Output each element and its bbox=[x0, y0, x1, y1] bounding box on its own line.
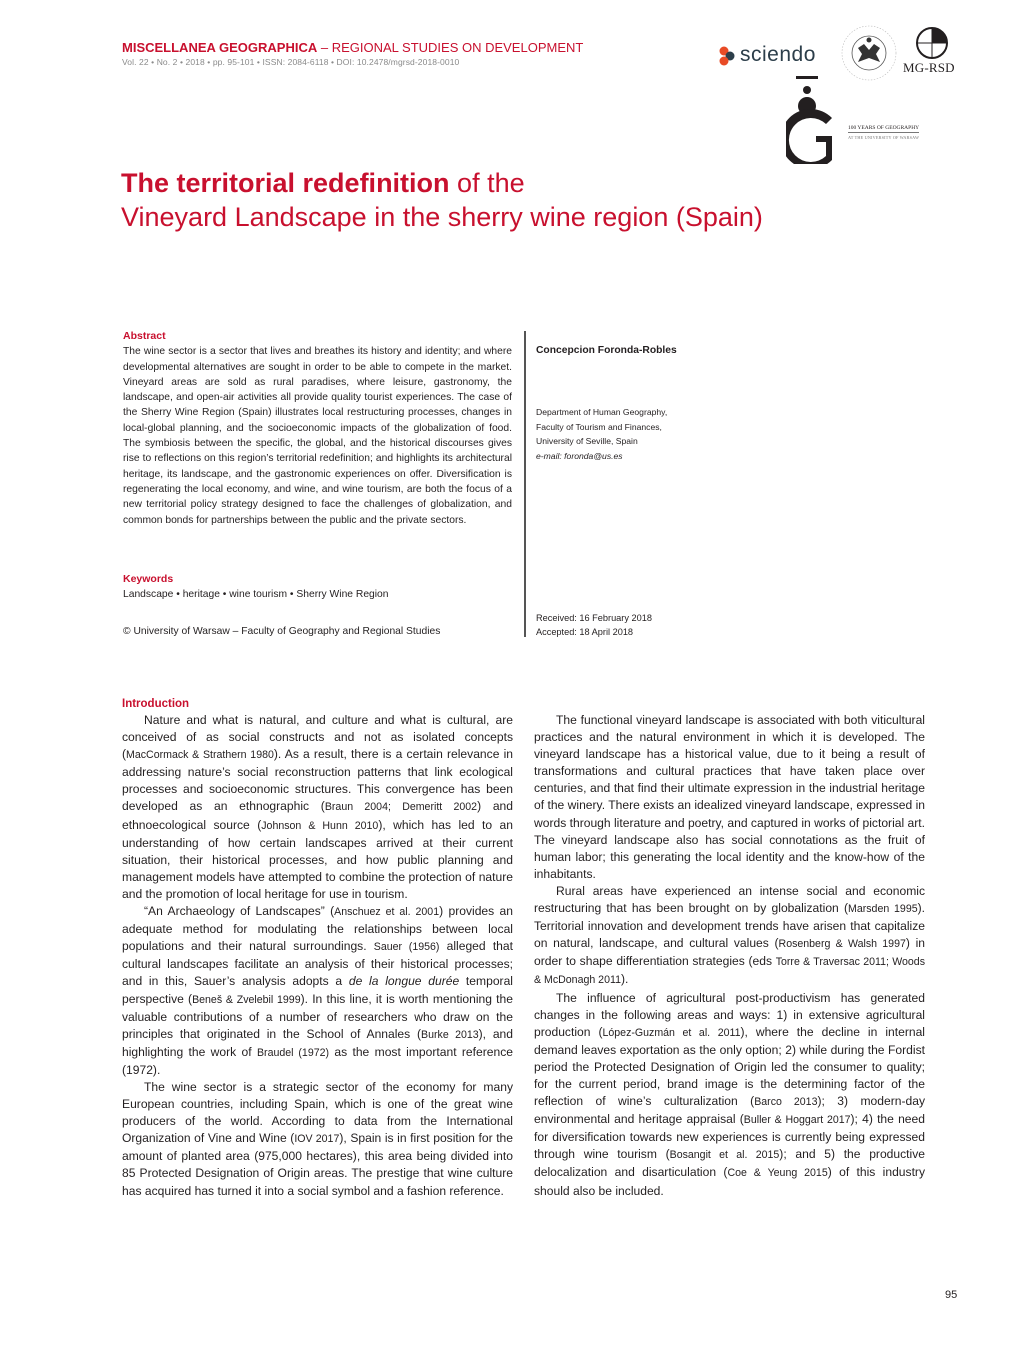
abstract-text: The wine sector is a sector that lives and breathes its history and identity; and where developmental alternatives are sought in order to be able to compete in the market. Vineyard areas are sold as rural paradises, where leisure, gastronomy, the landscape, and open-air activities all provide quality tourist experiences. The case of the Sherry Wine Region (Spain) illustrates local restructuring processes, changes in local-global planning, and the socioeconomic impacts of the globalization of food. The symbiosis between the specific, the global, and the historical discourses gives rise to reflections on this region’s territorial redefinition; and highlights its architectural heritage, its landscape, and the gastronomic experiences on offer. Diversification is regenerating the local economy, and wine, and wine tourism, are both the focus of a new territorial policy strategy designed to face the challenges of globalization, and common bonds for partnerships between the public and the private sectors. bbox=[123, 346, 512, 526]
citation: Coe & Yeung 2015 bbox=[727, 1167, 828, 1180]
text-run: ) of this industry should also be included. bbox=[534, 1165, 926, 1198]
text-run: ). As a result, there is a certain relevance in addressing nature’s social reconstruction patterns that link ecological processes and socioeconomic structures. This convergence has been developed as an ethnographic ( bbox=[122, 747, 513, 814]
affiliation-department: Department of Human Geography, bbox=[536, 407, 668, 417]
text-run: ). In this line, it is worth mentioning the valuable contributions of a number of researchers who draw on the principles that originated in the School of Annales ( bbox=[122, 991, 513, 1041]
citation: Burke 2013 bbox=[421, 1028, 479, 1041]
citation: MacCormack & Strathern 1980 bbox=[126, 749, 274, 762]
keywords-block bbox=[123, 572, 512, 603]
sciendo-wordmark: sciendo bbox=[740, 43, 816, 66]
body-paragraph bbox=[122, 1079, 513, 1200]
journal-name-rest: – REGIONAL STUDIES ON DEVELOPMENT bbox=[317, 40, 584, 55]
text-run: ), and highlighting the work of bbox=[122, 1026, 514, 1059]
abstract-block bbox=[123, 329, 512, 528]
copyright-notice: © University of Warsaw – Faculty of Geography and Regional Studies bbox=[123, 626, 441, 637]
text-run: ); and 5) the productive delocalization and disarticulation ( bbox=[534, 1147, 925, 1180]
received-date: Received: 16 February 2018 bbox=[536, 613, 652, 623]
citation: Bosangit et al. 2015 bbox=[669, 1149, 780, 1162]
text-run: ); 4) the need for diversification towards new experiences is currently being expressed through wine tourism ( bbox=[534, 1112, 925, 1162]
wgsr-caption-line2: AT THE UNIVERSITY OF WARSAW bbox=[848, 132, 919, 141]
text-run: alleged that cultural landscapes facilitate an analysis of their historical processes; and in this, Sauer’s analysis adopts a bbox=[122, 939, 513, 989]
body-column-left bbox=[122, 696, 513, 1200]
globe-icon bbox=[915, 26, 949, 60]
text-run: ) provides an adequate method for modulating the relationships between local populations and their natural surroundings. bbox=[122, 904, 514, 954]
citation: Torre & Traversac 2011; Woods & McDonagh 2011 bbox=[534, 956, 925, 987]
wgsr-caption-line1: 100 YEARS OF GEOGRAPHY bbox=[848, 125, 920, 131]
text-run: “An Archaeology of Landscapes” ( bbox=[144, 904, 335, 919]
page-number: 95 bbox=[945, 1289, 958, 1301]
text-run: as the most important reference (1972). bbox=[122, 1044, 513, 1077]
citation: Rosenberg & Walsh 1997 bbox=[778, 938, 906, 951]
italic-term: de la longue durée bbox=[348, 974, 460, 989]
text-run: ), where the decline in internal demand leaves exportation as the only option; 2) while during the Fordist period the Protected Designation of Origin led the consumer to quality; for the current period, brand image is the determining factor of the reflection of wine’s culturalization ( bbox=[534, 1024, 925, 1109]
body-paragraph bbox=[534, 712, 925, 883]
mgrsd-logo bbox=[903, 26, 961, 76]
accepted-date: Accepted: 18 April 2018 bbox=[536, 626, 634, 637]
author-email[interactable] bbox=[536, 449, 667, 464]
author-affiliation bbox=[536, 405, 667, 463]
abstract-label: Abstract bbox=[123, 330, 166, 342]
citation: Anschuez et al. 2001 bbox=[334, 906, 440, 919]
text-run: The influence of agricultural post-productivism has generated changes in the following areas and ways: 1) in extensive agricultural production ( bbox=[534, 990, 925, 1039]
text-run: Nature and what is natural, and culture and what is cultural, are conceived of as social constructs and not as isolated concepts ( bbox=[122, 713, 513, 762]
text-run: ), which has led to an understanding of how certain landscapes arrived at their current situation, their historical processes, and how public planning and management models have attempted to combine the protection of nature and the promotion of local heritage for use in tourism. bbox=[122, 817, 513, 901]
body-paragraph bbox=[122, 712, 513, 903]
text-run: ) in order to shape differentiation strategies (eds bbox=[534, 936, 925, 969]
author-email-text[interactable]: e-mail: foronda@us.es bbox=[536, 450, 623, 461]
title-rest: of the bbox=[449, 168, 525, 198]
affiliation-university: University of Seville, Spain bbox=[536, 436, 638, 446]
text-run: ); 3) modern-day environmental and heritage appraisal ( bbox=[534, 1094, 925, 1127]
sciendo-logo bbox=[718, 42, 833, 70]
vertical-divider bbox=[524, 331, 526, 637]
title-bold: The territorial redefinition bbox=[121, 168, 450, 198]
citation: Beneš & Zvelebil 1999 bbox=[192, 993, 301, 1006]
text-run: The functional vineyard landscape is associated with both viticultural practices and the natural environment in which it is developed. The vineyard landscape has a historical value, due to it being a result of transformations and cultural practices that have taken place over centuries, and that find their ultimate expression in the industrial heritage of the winery. There exists an idealized vineyard landscape, expressed in words through literature and poetry, and captured in works of pictorial art. The vineyard landscape also has social connotations as the fruit of human labor; this generating the local identity and the know-how of the inhabitants. bbox=[534, 713, 926, 881]
citation: Johnson & Hunn 2010 bbox=[261, 819, 379, 832]
introduction-heading: Introduction bbox=[122, 698, 190, 710]
citation: Braudel (1972) bbox=[256, 1046, 330, 1059]
citation: IOV 2017 bbox=[294, 1133, 340, 1146]
text-run: ) and ethnoecological source ( bbox=[122, 799, 513, 832]
text-run: The wine sector is a strategic sector of the economy for many European countries, including Spain, which is one of the great wine producers of the world. According to data from the International Organization of Vine and Wine ( bbox=[122, 1079, 513, 1146]
journal-name bbox=[122, 40, 583, 55]
journal-meta: Vol. 22 • No. 2 • 2018 • pp. 95-101 • ISSN: 2084-6118 • DOI: 10.2478/mgrsd-2018-0010 bbox=[122, 57, 460, 67]
text-run: temporal perspective ( bbox=[122, 974, 513, 1006]
affiliation-faculty: Faculty of Tourism and Finances, bbox=[536, 421, 662, 432]
mgrsd-wordmark: MG-RSD bbox=[903, 60, 955, 75]
article-title bbox=[121, 166, 763, 234]
title-line2: Vineyard Landscape in the sherry wine region (Spain) bbox=[121, 202, 763, 232]
text-run: Rural areas have experienced an intense social and economic restructuring that has been brought on by globalization ( bbox=[534, 883, 925, 916]
body-column-right bbox=[534, 712, 925, 1200]
body-paragraph bbox=[534, 990, 925, 1200]
text-run: ), Spain is in first position for the amount of planted area (975,000 hectares), this area being divided into 85 Protected Designation of Origin areas. The prestige that wine culture has acquired has turned it into a social symbol and a fashion reference. bbox=[122, 1131, 514, 1198]
body-paragraph bbox=[122, 903, 513, 1079]
keywords-text: Landscape • heritage • wine tourism • Sherry Wine Region bbox=[123, 589, 389, 601]
wgsr-centenary-logo-icon bbox=[786, 72, 866, 164]
text-run: ). bbox=[620, 972, 629, 987]
keywords-label: Keywords bbox=[123, 573, 174, 585]
citation: Braun 2004; Demeritt 2002 bbox=[324, 801, 478, 814]
author-name: Concepcion Foronda-Robles bbox=[536, 345, 677, 356]
citation: Marsden 1995 bbox=[848, 903, 918, 916]
citation: Barco 2013 bbox=[754, 1096, 818, 1109]
journal-name-bold: MISCELLANEA GEOGRAPHICA bbox=[122, 40, 318, 55]
text-run: ). Territorial innovation and development trends have arisen that capitalize on natural, landscape, and cultural values ( bbox=[534, 901, 925, 951]
sciendo-mark-icon bbox=[718, 46, 736, 66]
citation: Buller & Hoggart 2017 bbox=[743, 1114, 851, 1127]
body-paragraph bbox=[534, 883, 925, 990]
citation: Sauer (1956) bbox=[373, 941, 440, 954]
citation: López-Guzmán et al. 2011 bbox=[602, 1026, 741, 1039]
wgsr-caption bbox=[848, 125, 919, 142]
article-dates bbox=[536, 612, 652, 639]
